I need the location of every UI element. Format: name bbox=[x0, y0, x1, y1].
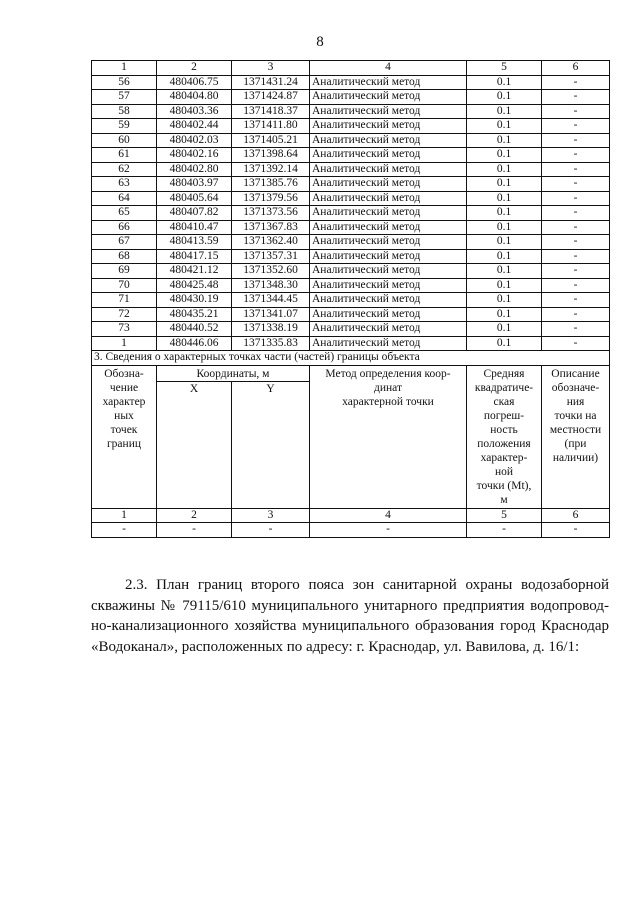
accuracy: 0.1 bbox=[467, 119, 542, 134]
point-number: 63 bbox=[92, 177, 157, 192]
col-num: 6 bbox=[542, 61, 610, 76]
empty-cell: - bbox=[157, 523, 232, 538]
accuracy: 0.1 bbox=[467, 336, 542, 351]
x-coordinate: 480435.21 bbox=[157, 307, 232, 322]
column-number-row bbox=[92, 61, 610, 76]
table-row bbox=[92, 206, 610, 221]
method: Аналитический метод bbox=[310, 278, 467, 293]
method: Аналитический метод bbox=[310, 235, 467, 250]
accuracy: 0.1 bbox=[467, 307, 542, 322]
section-3-title-row bbox=[92, 351, 610, 366]
y-coordinate: 1371424.87 bbox=[232, 90, 310, 105]
y-coordinate: 1371385.76 bbox=[232, 177, 310, 192]
point-number: 58 bbox=[92, 104, 157, 119]
point-number: 62 bbox=[92, 162, 157, 177]
point-number: 65 bbox=[92, 206, 157, 221]
point-number: 61 bbox=[92, 148, 157, 163]
page-number: 8 bbox=[316, 34, 324, 50]
description: - bbox=[542, 264, 610, 279]
method: Аналитический метод bbox=[310, 293, 467, 308]
description: - bbox=[542, 206, 610, 221]
method: Аналитический метод bbox=[310, 264, 467, 279]
empty-cell: - bbox=[92, 523, 157, 538]
x-coordinate: 480407.82 bbox=[157, 206, 232, 221]
description: - bbox=[542, 191, 610, 206]
table-row bbox=[92, 278, 610, 293]
point-number: 60 bbox=[92, 133, 157, 148]
description: - bbox=[542, 336, 610, 351]
method: Аналитический метод bbox=[310, 307, 467, 322]
description: - bbox=[542, 177, 610, 192]
empty-row bbox=[92, 523, 610, 538]
header-designation: Обозна- чение характер ных точек границ bbox=[92, 365, 157, 508]
accuracy: 0.1 bbox=[467, 148, 542, 163]
table-row bbox=[92, 133, 610, 148]
description: - bbox=[542, 307, 610, 322]
point-number: 73 bbox=[92, 322, 157, 337]
x-coordinate: 480402.03 bbox=[157, 133, 232, 148]
point-number: 57 bbox=[92, 90, 157, 105]
method: Аналитический метод bbox=[310, 220, 467, 235]
table-row bbox=[92, 104, 610, 119]
col-num: 5 bbox=[467, 508, 542, 523]
accuracy: 0.1 bbox=[467, 104, 542, 119]
method: Аналитический метод bbox=[310, 148, 467, 163]
description: - bbox=[542, 293, 610, 308]
description: - bbox=[542, 75, 610, 90]
point-number: 59 bbox=[92, 119, 157, 134]
point-number: 67 bbox=[92, 235, 157, 250]
accuracy: 0.1 bbox=[467, 206, 542, 221]
x-coordinate: 480406.75 bbox=[157, 75, 232, 90]
table-row bbox=[92, 264, 610, 279]
accuracy: 0.1 bbox=[467, 177, 542, 192]
point-number: 71 bbox=[92, 293, 157, 308]
col-num: 4 bbox=[310, 508, 467, 523]
col-num: 6 bbox=[542, 508, 610, 523]
y-coordinate: 1371398.64 bbox=[232, 148, 310, 163]
accuracy: 0.1 bbox=[467, 249, 542, 264]
empty-cell: - bbox=[310, 523, 467, 538]
x-coordinate: 480402.16 bbox=[157, 148, 232, 163]
empty-cell: - bbox=[232, 523, 310, 538]
accuracy: 0.1 bbox=[467, 90, 542, 105]
col-num: 5 bbox=[467, 61, 542, 76]
method: Аналитический метод bbox=[310, 133, 467, 148]
header-accuracy: Средняя квадратиче- ская погреш- ность положения характер- ной точки (Mt), м bbox=[467, 365, 542, 508]
method: Аналитический метод bbox=[310, 162, 467, 177]
y-coordinate: 1371362.40 bbox=[232, 235, 310, 250]
table-row bbox=[92, 235, 610, 250]
description: - bbox=[542, 322, 610, 337]
x-coordinate: 480421.12 bbox=[157, 264, 232, 279]
method: Аналитический метод bbox=[310, 322, 467, 337]
header-coordinates: Координаты, м bbox=[157, 365, 310, 381]
method: Аналитический метод bbox=[310, 177, 467, 192]
y-coordinate: 1371352.60 bbox=[232, 264, 310, 279]
header-method: Метод определения коор- динат характерной точки bbox=[310, 365, 467, 508]
method: Аналитический метод bbox=[310, 336, 467, 351]
col-num: 3 bbox=[232, 508, 310, 523]
point-number: 70 bbox=[92, 278, 157, 293]
x-coordinate: 480410.47 bbox=[157, 220, 232, 235]
x-coordinate: 480425.48 bbox=[157, 278, 232, 293]
y-coordinate: 1371379.56 bbox=[232, 191, 310, 206]
point-number: 68 bbox=[92, 249, 157, 264]
x-coordinate: 480404.80 bbox=[157, 90, 232, 105]
y-coordinate: 1371341.07 bbox=[232, 307, 310, 322]
point-number: 72 bbox=[92, 307, 157, 322]
section-3-title: 3. Сведения о характерных точках части (частей) границы объекта bbox=[92, 351, 610, 366]
accuracy: 0.1 bbox=[467, 133, 542, 148]
accuracy: 0.1 bbox=[467, 162, 542, 177]
col-num: 2 bbox=[157, 508, 232, 523]
x-coordinate: 480446.06 bbox=[157, 336, 232, 351]
method: Аналитический метод bbox=[310, 206, 467, 221]
table-row bbox=[92, 162, 610, 177]
header-x: X bbox=[157, 381, 232, 508]
accuracy: 0.1 bbox=[467, 322, 542, 337]
y-coordinate: 1371348.30 bbox=[232, 278, 310, 293]
x-coordinate: 480402.44 bbox=[157, 119, 232, 134]
empty-cell: - bbox=[467, 523, 542, 538]
y-coordinate: 1371344.45 bbox=[232, 293, 310, 308]
x-coordinate: 480405.64 bbox=[157, 191, 232, 206]
col-num: 2 bbox=[157, 61, 232, 76]
table-row bbox=[92, 307, 610, 322]
y-coordinate: 1371367.83 bbox=[232, 220, 310, 235]
description: - bbox=[542, 249, 610, 264]
description: - bbox=[542, 148, 610, 163]
description: - bbox=[542, 278, 610, 293]
section-2-3-paragraph: 2.3. План границ второго пояса зон санитарной охраны водозаборной скважины № 79115/610 муниципального унитарного предприятия водопровод-но-канализационного хозяйства муниципального образования город Краснодар «Водоканал», расположенных по адресу: г. Краснодар, ул. Вавилова, д. 16/1: bbox=[91, 577, 609, 655]
point-number: 66 bbox=[92, 220, 157, 235]
description: - bbox=[542, 119, 610, 134]
y-coordinate: 1371431.24 bbox=[232, 75, 310, 90]
accuracy: 0.1 bbox=[467, 293, 542, 308]
x-coordinate: 480417.15 bbox=[157, 249, 232, 264]
x-coordinate: 480403.36 bbox=[157, 104, 232, 119]
table-row bbox=[92, 148, 610, 163]
point-number: 56 bbox=[92, 75, 157, 90]
point-number: 1 bbox=[92, 336, 157, 351]
x-coordinate: 480413.59 bbox=[157, 235, 232, 250]
point-number: 69 bbox=[92, 264, 157, 279]
y-coordinate: 1371418.37 bbox=[232, 104, 310, 119]
table-row bbox=[92, 119, 610, 134]
table-row bbox=[92, 90, 610, 105]
table-row bbox=[92, 293, 610, 308]
table-row bbox=[92, 336, 610, 351]
y-coordinate: 1371335.83 bbox=[232, 336, 310, 351]
coordinates-table bbox=[91, 60, 610, 538]
accuracy: 0.1 bbox=[467, 235, 542, 250]
method: Аналитический метод bbox=[310, 191, 467, 206]
y-coordinate: 1371411.80 bbox=[232, 119, 310, 134]
method: Аналитический метод bbox=[310, 104, 467, 119]
method: Аналитический метод bbox=[310, 119, 467, 134]
method: Аналитический метод bbox=[310, 90, 467, 105]
description: - bbox=[542, 104, 610, 119]
col-num: 4 bbox=[310, 61, 467, 76]
accuracy: 0.1 bbox=[467, 75, 542, 90]
y-coordinate: 1371392.14 bbox=[232, 162, 310, 177]
col-num: 1 bbox=[92, 508, 157, 523]
table-row bbox=[92, 322, 610, 337]
table-row bbox=[92, 75, 610, 90]
table-row bbox=[92, 249, 610, 264]
col-num: 1 bbox=[92, 61, 157, 76]
description: - bbox=[542, 133, 610, 148]
table-row bbox=[92, 177, 610, 192]
description: - bbox=[542, 220, 610, 235]
section-3-header-row-1 bbox=[92, 365, 610, 381]
header-description: Описание обозначе- ния точки на местности (при наличии) bbox=[542, 365, 610, 508]
header-y: Y bbox=[232, 381, 310, 508]
x-coordinate: 480430.19 bbox=[157, 293, 232, 308]
y-coordinate: 1371357.31 bbox=[232, 249, 310, 264]
x-coordinate: 480402.80 bbox=[157, 162, 232, 177]
table-row bbox=[92, 191, 610, 206]
accuracy: 0.1 bbox=[467, 278, 542, 293]
x-coordinate: 480440.52 bbox=[157, 322, 232, 337]
y-coordinate: 1371373.56 bbox=[232, 206, 310, 221]
column-number-row-2 bbox=[92, 508, 610, 523]
x-coordinate: 480403.97 bbox=[157, 177, 232, 192]
description: - bbox=[542, 90, 610, 105]
y-coordinate: 1371405.21 bbox=[232, 133, 310, 148]
accuracy: 0.1 bbox=[467, 220, 542, 235]
method: Аналитический метод bbox=[310, 249, 467, 264]
description: - bbox=[542, 162, 610, 177]
description: - bbox=[542, 235, 610, 250]
accuracy: 0.1 bbox=[467, 191, 542, 206]
method: Аналитический метод bbox=[310, 75, 467, 90]
table-row bbox=[92, 220, 610, 235]
col-num: 3 bbox=[232, 61, 310, 76]
y-coordinate: 1371338.19 bbox=[232, 322, 310, 337]
accuracy: 0.1 bbox=[467, 264, 542, 279]
point-number: 64 bbox=[92, 191, 157, 206]
empty-cell: - bbox=[542, 523, 610, 538]
